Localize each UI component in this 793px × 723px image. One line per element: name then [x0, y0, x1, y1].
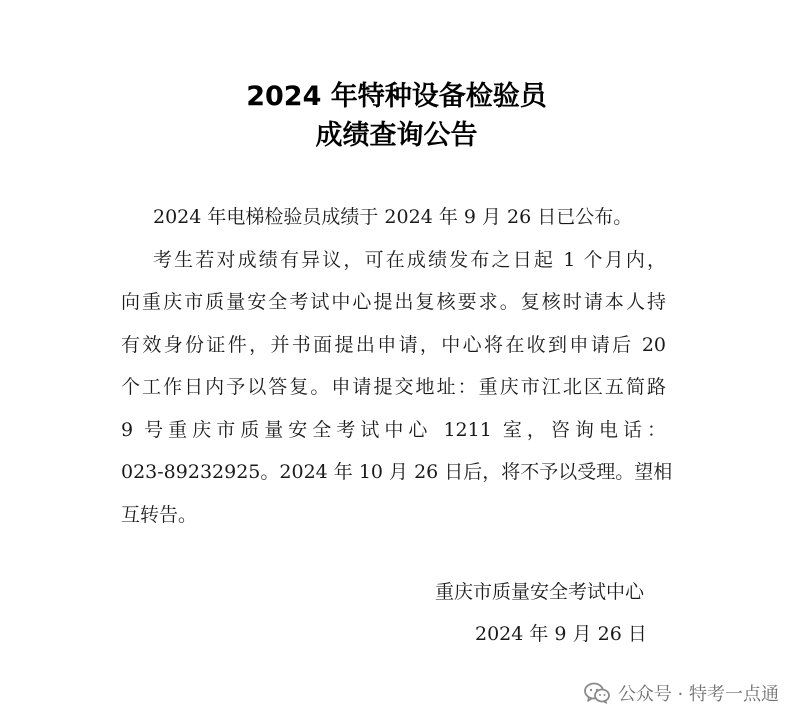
page-title-line-1: 2024 年特种设备检验员	[246, 81, 547, 112]
body-line-3: 向重庆市质量安全考试中心提出复核要求。复核时请本人持	[121, 291, 666, 313]
body-line-2: 考生若对成绩有异议，可在成绩发布之日起 1 个月内，	[153, 249, 666, 271]
body-line-8: 互转告。	[121, 504, 198, 526]
body-line-4: 有效身份证件，并书面提出申请，中心将在收到申请后 20	[121, 334, 666, 356]
wechat-icon	[584, 682, 610, 704]
watermark	[584, 678, 779, 708]
body-line-1: 2024 年电梯检验员成绩于 2024 年 9 月 26 日已公布。	[153, 206, 633, 228]
page-title-line-2: 成绩查询公告	[315, 120, 478, 151]
signature-date: 2024 年 9 月 26 日	[475, 623, 647, 645]
signature-organization: 重庆市质量安全考试中心	[435, 581, 645, 603]
body-line-7: 023-89232925。2024 年 10 月 26 日后，将不予以受理。望相	[121, 461, 673, 483]
body-line-6: 9 号重庆市质量安全考试中心 1211 室，咨询电话：	[121, 419, 666, 441]
body-line-5: 个工作日内予以答复。申请提交地址：重庆市江北区五简路	[121, 376, 666, 398]
watermark-text: 公众号 · 特考一点通	[617, 684, 779, 705]
